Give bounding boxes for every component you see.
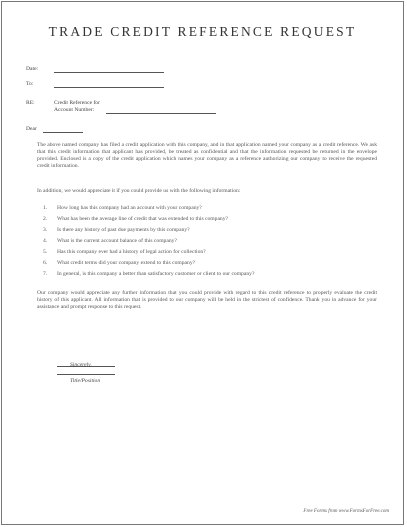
date-label: Date: (26, 66, 39, 72)
question-text: Has this company ever had a history of legal action for collection? (57, 249, 206, 255)
question-number: 6. (43, 260, 48, 266)
title-line (57, 374, 115, 375)
question-number: 4. (43, 238, 48, 244)
question-text: What has been the average line of credit that was extended to this company? (57, 216, 229, 222)
footer-credit: Free Forms from www.FormsForFree.com (303, 509, 389, 514)
question-number: 1. (43, 205, 48, 211)
question-number: 3. (43, 227, 48, 233)
document-title: TRADE CREDIT REFERENCE REQUEST (48, 24, 357, 39)
question-number: 5. (43, 249, 48, 255)
question-text: How long has this company had an account with your company? (57, 205, 202, 211)
signature-line (57, 366, 115, 367)
question-text: What is the current account balance of this company? (57, 238, 177, 244)
re-line-2: Account Number: (54, 107, 95, 113)
account-number-line (106, 113, 216, 114)
re-label: RE: (26, 100, 35, 106)
question-number: 7. (43, 271, 48, 277)
title-label: Title/Position (70, 378, 101, 384)
question-text: What credit terms did your company extend to this company? (57, 260, 196, 266)
dear-label: Dear (26, 126, 37, 132)
question-text: In general, is this company a better than satisfactory customer or client to our company? (57, 271, 255, 277)
question-number: 2. (43, 216, 48, 222)
signature-label: Sincerely, (70, 362, 92, 368)
request-paragraph: In addition, we would appreciate it if you could provide us with the following information: (37, 188, 241, 194)
re-line-1: Credit Reference for (54, 100, 100, 106)
date-line (54, 72, 164, 73)
closing-paragraph: Our company would appreciate any further information that you could provide with regard to this credit reference to properly evaluate the credit history of this applicant. All information that is provided to our company will be held in the strictest of confidence. Thank you in advance for your assistance and prompt response to this request. (37, 290, 377, 310)
question-text: Is there any history of past due payments by this company? (57, 227, 190, 233)
to-line (54, 87, 164, 88)
dear-line (43, 132, 83, 133)
intro-paragraph: The above named company has filed a credit application with this company, and in that application named your company as a credit reference. We ask that this credit information that applicant has provided, be treated as confidential and that the information requested be returned in the envelope provided. Enclosed is a copy of the credit application which names your company as a reference authorizing our company to receive the requested credit information. (37, 142, 377, 169)
to-label: To: (26, 81, 34, 87)
document-page (1, 1, 404, 525)
